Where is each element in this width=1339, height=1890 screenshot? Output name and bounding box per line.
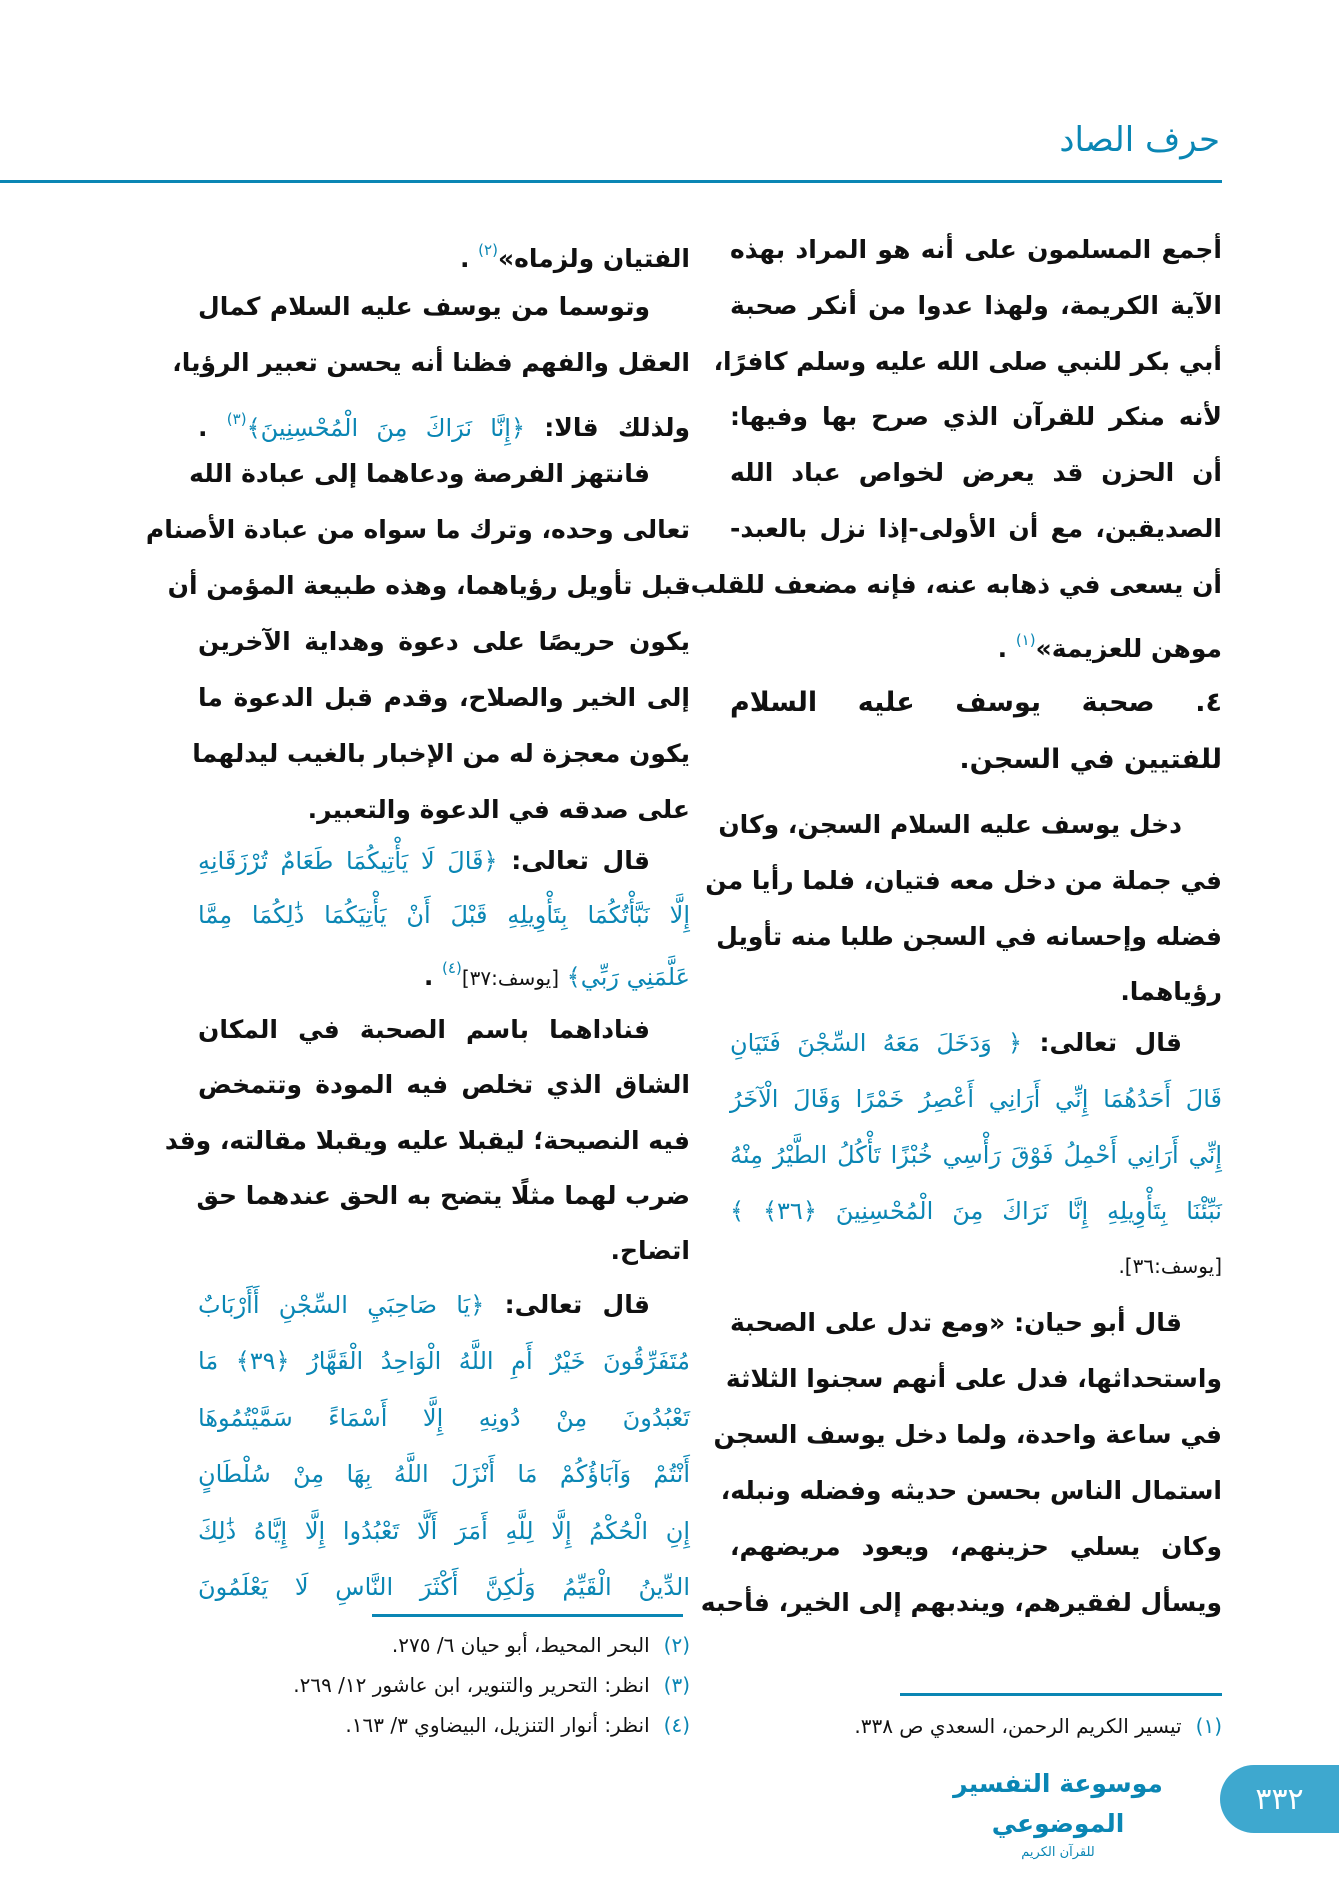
text-line — [730, 1127, 1222, 1183]
footnote-divider — [900, 1693, 1222, 1696]
text-line — [167, 558, 690, 614]
footnote — [293, 1705, 690, 1745]
text-segment: لأنه منكر للقرآن الذي صرح بها وفيها: — [730, 402, 1222, 432]
text-segment: على صدقه في الدعوة والتعبير. — [307, 795, 690, 824]
quran-text: ﴿إِنَّا نَرَاكَ مِنَ الْمُحْسِنِينَ﴾ — [246, 414, 526, 442]
text-segment: وتوسما من يوسف عليه السلام كمال — [198, 292, 650, 321]
quran-text: إِنِ الْحُكْمُ إِلَّا لِلَّهِ أَمَرَ أَلَّا تَعْبُدُوا إِلَّا إِيَّاهُ ذَٰلِكَ — [198, 1516, 690, 1545]
quran-text: ﴿قَالَ لَا يَأْتِيكُمَا طَعَامٌ تُرْزَقَانِهِ — [198, 847, 498, 875]
text-segment: العقل والفهم فظنا أنه يحسن تعبير الرؤيا، — [172, 348, 690, 377]
footnote-marker: (٤) — [442, 959, 462, 977]
footnote-divider — [372, 1614, 683, 1617]
text-segment: الصديقين، مع أن الأولى-إذا نزل بالعبد- — [730, 513, 1222, 543]
text-line — [681, 557, 1222, 613]
text-segment: في جملة من دخل معه فتيان، فلما رأيا من — [705, 865, 1222, 895]
footnote-text: انظر: التحرير والتنوير، ابن عاشور ١٢/ ٢٦٩. — [293, 1673, 650, 1697]
text-segment: أجمع المسلمون على أنه هو المراد بهذه — [730, 235, 1222, 264]
text-line — [198, 888, 690, 942]
text-line — [189, 446, 690, 502]
text-line — [718, 797, 1222, 853]
text-line — [700, 1575, 1222, 1631]
text-segment: فناداهما باسم الصحبة في المكان — [198, 1015, 650, 1044]
text-segment: دخل يوسف عليه السلام السجن، وكان — [718, 810, 1182, 839]
footnote-number: (٣) — [663, 1673, 690, 1697]
footnote-number: (٢) — [663, 1633, 690, 1657]
text-segment: فانتهز الفرصة ودعاهما إلى عبادة الله — [189, 459, 650, 488]
text-line — [730, 613, 1222, 677]
text-segment: قال تعالى: — [497, 846, 650, 875]
verse-reference: [يوسف:٣٧] — [461, 966, 560, 990]
text-line — [145, 502, 690, 558]
page-number-text: ٣٣٢ — [1255, 1781, 1304, 1817]
text-line — [713, 334, 1222, 390]
text-line — [198, 670, 690, 726]
paragraph — [164, 1002, 690, 1278]
text-line — [192, 726, 690, 782]
paragraph — [145, 446, 690, 838]
text-segment: . — [423, 962, 443, 991]
section-title: حرف الصاد — [1059, 120, 1220, 160]
text-segment: ويسأل لفقيرهم، ويندبهم إلى الخير، فأحبه — [700, 1588, 1222, 1617]
quran-text: إِنِّي أَرَانِي أَحْمِلُ فَوْقَ رَأْسِي خُبْزًا تَأْكُلُ الطَّيْرُ مِنْهُ — [730, 1141, 1222, 1169]
quran-text: أَنْتُمْ وَآبَاؤُكُمْ مَا أَنْزَلَ اللَّهُ بِهَا مِنْ سُلْطَانٍ — [198, 1460, 690, 1489]
text-line — [730, 1015, 1222, 1071]
text-segment: الفتيان ولزماه» — [497, 244, 690, 273]
text-line — [730, 1245, 1222, 1286]
paragraph — [198, 222, 690, 287]
text-line — [198, 1446, 690, 1502]
text-line — [198, 1503, 690, 1559]
text-segment: ٤. صحبة يوسف عليه السلام — [730, 687, 1222, 718]
text-line — [730, 1183, 1222, 1239]
subheading — [730, 674, 1222, 788]
text-line — [730, 1071, 1222, 1127]
quran-verse — [198, 834, 690, 1005]
text-line — [730, 222, 1222, 278]
text-segment: قال أبو حيان: «ومع تدل على الصحبة — [730, 1308, 1182, 1337]
text-line — [198, 782, 690, 838]
quran-text: إِلَّا نَبَّأْتُكُمَا بِتَأْوِيلِهِ قَبْلَ أَنْ يَأْتِيَكُمَا ذَٰلِكُمَا مِمَّا — [198, 901, 690, 929]
quran-verse — [198, 1277, 690, 1615]
text-line — [198, 614, 690, 670]
text-segment: . — [198, 413, 227, 442]
paragraph — [681, 222, 1222, 676]
verse-reference: [يوسف:٣٦]. — [1118, 1254, 1222, 1278]
text-segment: الشاق الذي تخلص فيه المودة وتتمخض — [198, 1070, 690, 1100]
text-line — [198, 1168, 690, 1223]
text-segment: للفتيين في السجن. — [959, 744, 1222, 775]
footnote — [854, 1706, 1222, 1746]
footnotes — [854, 1706, 1222, 1746]
footnotes — [293, 1625, 690, 1745]
footnote — [293, 1625, 690, 1665]
text-line — [198, 1002, 690, 1057]
text-line — [720, 1463, 1222, 1519]
text-segment: ضرب لهما مثلًا يتضح به الحق عندهما حق — [196, 1180, 690, 1210]
text-line — [198, 1223, 690, 1278]
logo-title: موسوعة التفسير الموضوعي — [953, 1769, 1163, 1838]
text-segment: رؤياهما. — [1120, 977, 1222, 1007]
paragraph — [700, 1295, 1222, 1631]
text-segment: استمال الناس بحسن حديثه وفضله ونبله، — [720, 1476, 1222, 1505]
text-line — [730, 964, 1222, 1020]
footnote-marker: (٣) — [226, 410, 247, 428]
text-segment: ولذلك قالا: — [525, 413, 690, 442]
text-line — [730, 389, 1222, 445]
footnote — [293, 1665, 690, 1705]
quran-text: تَعْبُدُونَ مِنْ دُونِهِ إِلَّا أَسْمَاءً سَمَّيْتُمُوهَا — [198, 1403, 690, 1432]
text-line — [730, 1295, 1222, 1351]
quran-text: مُتَفَرِّقُونَ خَيْرٌ أَمِ اللَّهُ الْوَاحِدُ الْقَهَّارُ ﴿٣٩﴾ مَا — [198, 1347, 690, 1376]
text-segment: أبي بكر للنبي صلى الله عليه وسلم كافرًا، — [713, 346, 1222, 376]
footnote-marker: (١) — [1015, 630, 1036, 649]
text-segment: يكون حريصًا على دعوة وهداية الآخرين — [198, 627, 690, 656]
encyclopedia-logo — [933, 1764, 1183, 1862]
text-line — [198, 1390, 690, 1446]
text-line — [725, 1351, 1222, 1407]
quran-text: عَلَّمَنِي رَبِّي﴾ — [559, 963, 690, 991]
footnote-number: (١) — [1195, 1714, 1222, 1738]
page-number — [1220, 1765, 1339, 1833]
quran-text: ﴿ وَدَخَلَ مَعَهُ السِّجْنَ فَتَيَانِ — [730, 1029, 1023, 1057]
footnote-text: تيسير الكريم الرحمن، السعدي ص ٣٣٨. — [854, 1714, 1182, 1738]
text-segment: وكان يسلي حزينهم، ويعود مريضهم، — [730, 1532, 1222, 1561]
text-line — [198, 942, 690, 1005]
text-segment: فيه النصيحة؛ ليقبلا عليه ويقبلا مقالته، وقد — [164, 1125, 690, 1155]
text-segment: تعالى وحده، وترك ما سواه من عبادة الأصنام — [145, 515, 690, 544]
paragraph — [172, 279, 690, 456]
text-segment: اتضاح. — [610, 1236, 690, 1266]
verse-reference — [730, 1245, 1222, 1286]
text-line — [198, 1057, 690, 1112]
footnote-text: البحر المحيط، أبو حيان ٦/ ٢٧٥. — [391, 1633, 650, 1657]
quran-text: قَالَ أَحَدُهُمَا إِنِّي أَرَانِي أَعْصِرُ خَمْرًا وَقَالَ الْآخَرُ — [730, 1085, 1222, 1113]
text-segment: يكون معجزة له من الإخبار بالغيب ليدلهما — [192, 739, 690, 768]
text-segment: أن الحزن قد يعرض لخواص عباد الله — [730, 458, 1222, 488]
text-segment: قبل تأويل رؤياهما، وهذه طبيعة المؤمن أن — [167, 571, 690, 600]
text-line — [198, 279, 690, 335]
text-segment: واستحداثها، فدل على أنهم سجنوا الثلاثة — [725, 1364, 1222, 1393]
text-segment: في ساعة واحدة، ولما دخل يوسف السجن — [713, 1420, 1222, 1449]
text-line — [713, 1407, 1222, 1463]
text-line — [730, 278, 1222, 334]
text-line — [705, 853, 1222, 909]
text-segment: . — [459, 244, 479, 273]
text-line — [198, 1559, 690, 1615]
paragraph — [705, 797, 1222, 1020]
header-divider — [0, 180, 1222, 183]
text-segment: الآية الكريمة، ولهذا عدوا من أنكر صحبة — [730, 290, 1222, 320]
logo-subtitle: للقرآن الكريم — [1021, 1845, 1095, 1860]
text-segment: فضله وإحسانه في السجن طلبا منه تأويل — [716, 921, 1222, 951]
text-line — [730, 445, 1222, 501]
quran-text: الدِّينُ الْقَيِّمُ وَلَٰكِنَّ أَكْثَرَ النَّاسِ لَا يَعْلَمُونَ — [198, 1573, 690, 1602]
quran-text: نَبِّئْنَا بِتَأْوِيلِهِ إِنَّا نَرَاكَ مِنَ الْمُحْسِنِينَ ﴿٣٦﴾ ﴾ — [730, 1197, 1222, 1225]
text-segment: أن يسعى في ذهابه عنه، فإنه مضعف للقلب، — [681, 569, 1222, 599]
text-line — [198, 834, 690, 888]
text-segment: قال تعالى: — [1022, 1028, 1182, 1057]
quran-text: ﴿يَا صَاحِبَيِ السِّجْنِ أَأَرْبَابٌ — [198, 1291, 485, 1319]
text-line — [730, 501, 1222, 557]
text-segment: موهن للعزيمة» — [1035, 633, 1222, 663]
footnote-text: انظر: أنوار التنزيل، البيضاوي ٣/ ١٦٣. — [345, 1713, 650, 1737]
quran-verse — [730, 1015, 1222, 1239]
text-line — [730, 731, 1222, 788]
footnote-number: (٤) — [663, 1713, 690, 1737]
text-segment: إلى الخير والصلاح، وقدم قبل الدعوة ما — [198, 683, 690, 712]
text-line — [198, 1277, 690, 1333]
text-line — [198, 1333, 690, 1389]
text-line — [172, 335, 690, 391]
text-line — [198, 222, 690, 287]
footnote-marker: (٢) — [478, 241, 498, 259]
text-line — [164, 1113, 690, 1168]
text-line — [716, 909, 1222, 965]
text-segment: قال تعالى: — [484, 1290, 650, 1319]
text-segment: . — [997, 633, 1016, 663]
text-line — [730, 674, 1222, 731]
text-line — [730, 1519, 1222, 1575]
